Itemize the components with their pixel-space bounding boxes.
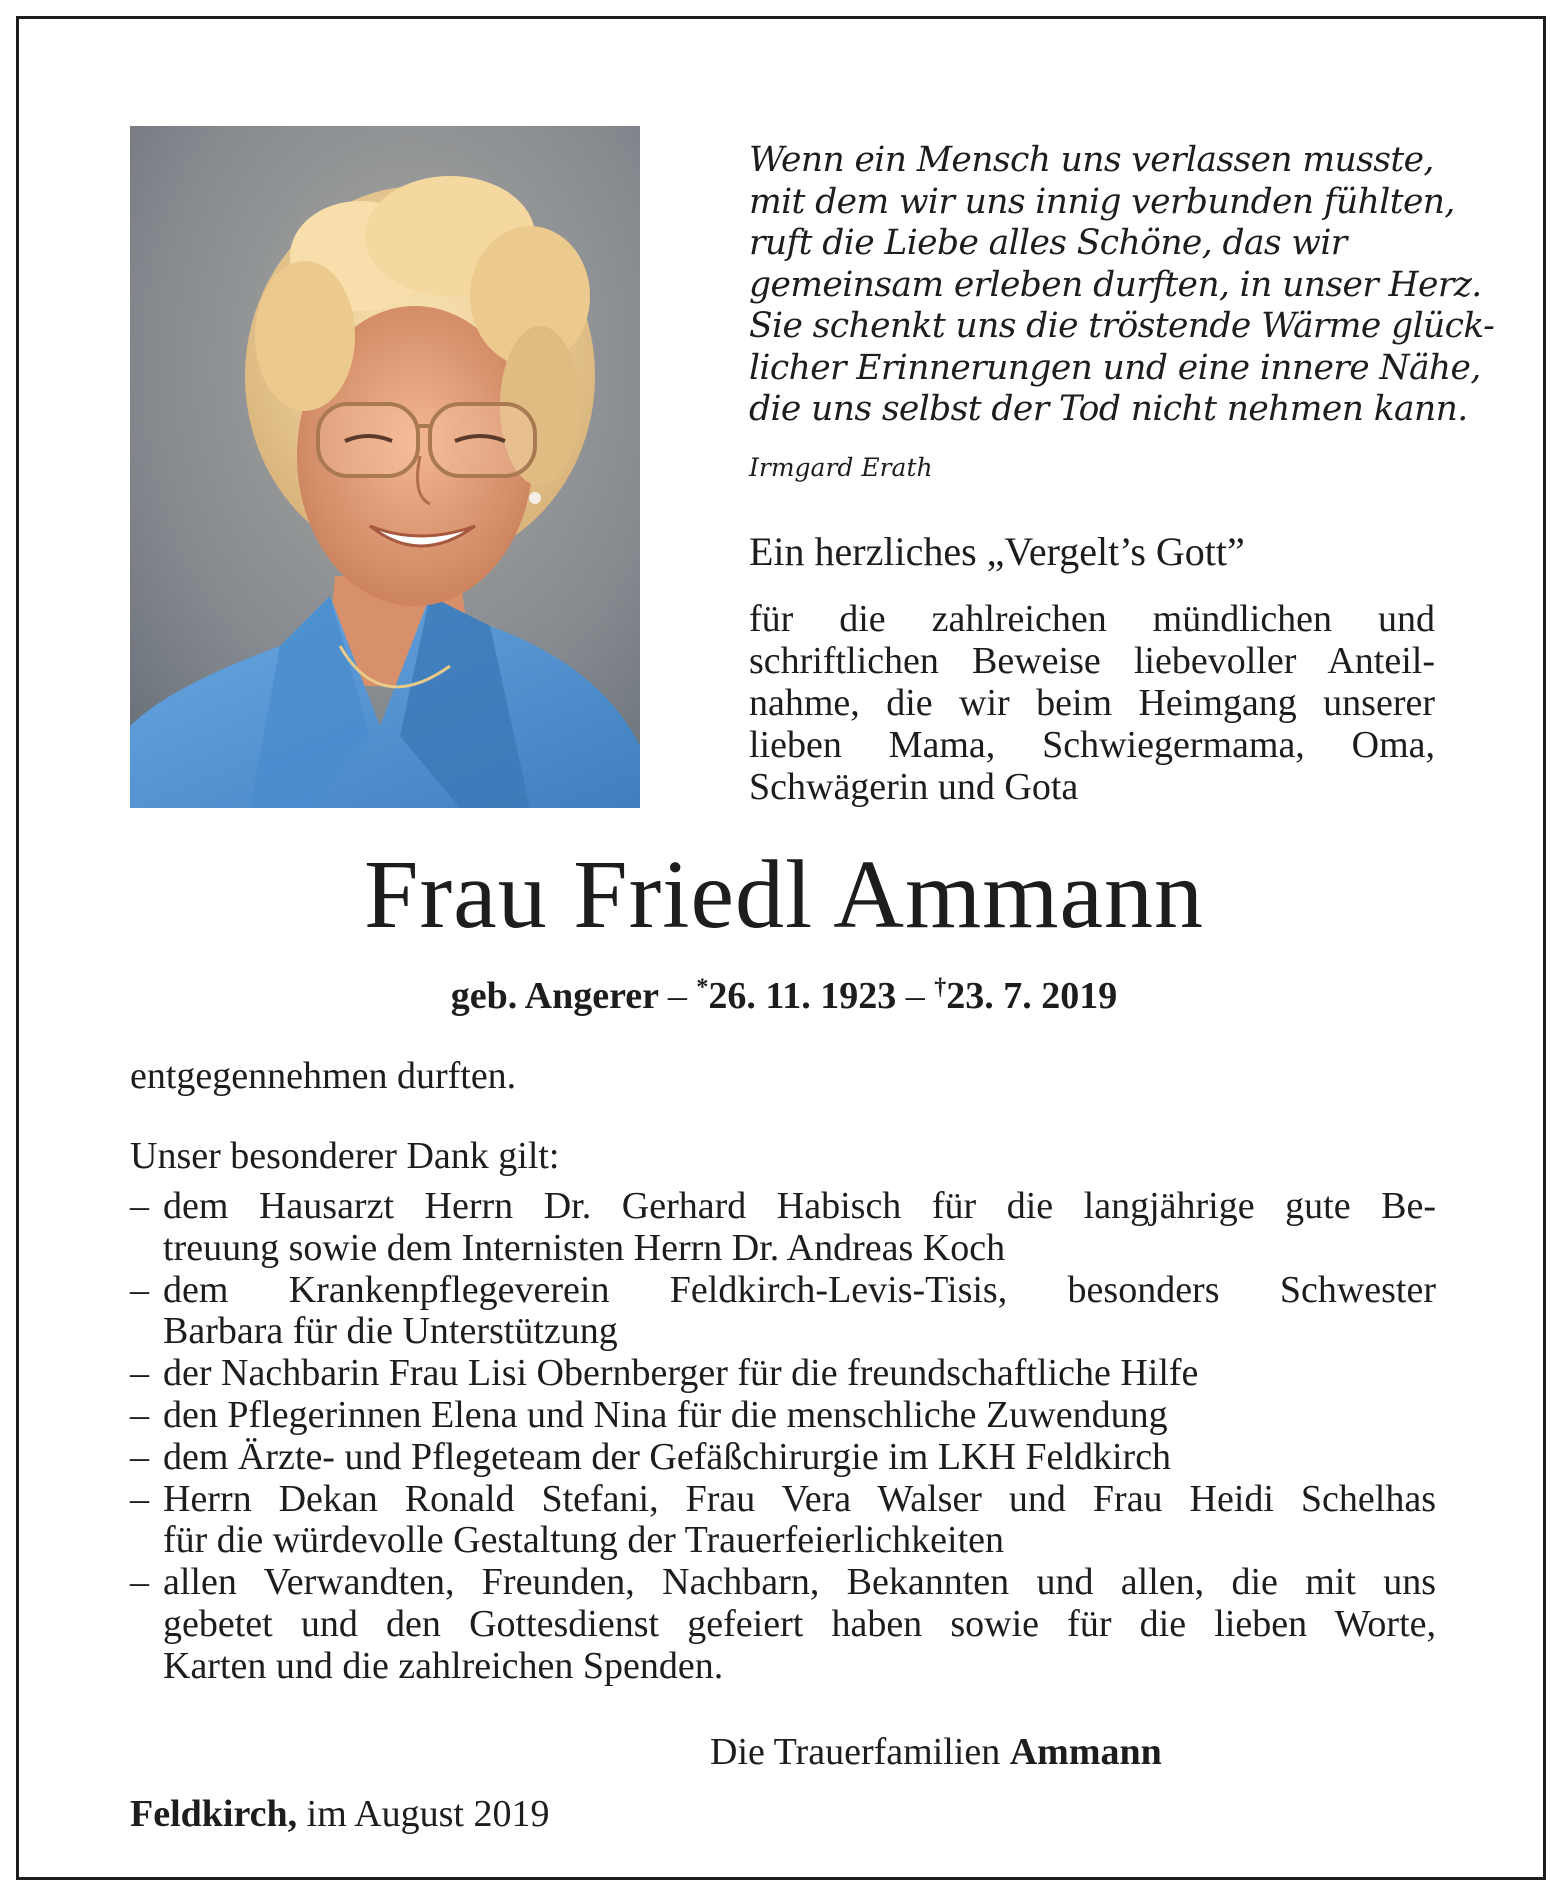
- thanks-line: nahme, die wir beim Heimgang unserer: [749, 682, 1435, 724]
- thanks-line: für die zahlreichen mündlichen und: [749, 598, 1435, 640]
- thanks-line: schriftlichen Beweise liebevoller Anteil-: [749, 640, 1435, 682]
- list-item-line: der Nachbarin Frau Lisi Obernberger für die freundschaftliche Hilfe: [163, 1352, 1199, 1395]
- list-dash: –: [130, 1185, 149, 1227]
- thanks-heading: Ein herzliches „Vergelt’s Gott”: [749, 529, 1245, 574]
- list-item: [130, 1437, 1436, 1479]
- signature-prefix: Die Trauerfamilien: [710, 1731, 1001, 1773]
- list-item-line: dem Ärzte- und Pflegeteam der Gefäßchirurgie im LKH Feldkirch: [163, 1435, 1172, 1478]
- list-item-line: treuung sowie dem Internisten Herrn Dr. Andreas Koch: [163, 1226, 1006, 1269]
- list-item-line: für die würdevolle Gestaltung der Trauerfeierlichkeiten: [163, 1519, 1004, 1562]
- birth-name: geb. Angerer: [450, 975, 659, 1017]
- birth-date: 26. 11. 1923: [708, 975, 897, 1017]
- list-item: [130, 1395, 1436, 1437]
- list-item: [130, 1562, 1436, 1687]
- list-item-line: Herrn Dekan Ronald Stefani, Frau Vera Walser und Frau Heidi Schelhas: [163, 1477, 1436, 1520]
- list-item-line: Karten und die zahlreichen Spenden.: [163, 1644, 724, 1687]
- list-item: [130, 1479, 1436, 1563]
- thanks-line: lieben Mama, Schwiegermama, Oma,: [749, 724, 1435, 766]
- continuation-text: entgegennehmen durften.: [130, 1055, 517, 1097]
- list-item: [130, 1353, 1436, 1395]
- list-item-line: gebetet und den Gottesdienst gefeiert haben sowie für die lieben Worte,: [163, 1602, 1436, 1645]
- thanks-line: Schwägerin und Gota: [749, 766, 1079, 808]
- list-dash: –: [130, 1268, 149, 1311]
- place-date: [130, 1792, 549, 1836]
- birth-symbol: *: [696, 974, 709, 1001]
- list-dash: –: [130, 1435, 149, 1478]
- signature: [710, 1730, 1162, 1774]
- list-item-line: Barbara für die Unterstützung: [163, 1310, 618, 1353]
- separator: –: [905, 975, 925, 1017]
- poem-line: ruft die Liebe alles Schöne, das wir: [749, 223, 1347, 263]
- signature-family: Ammann: [1009, 1731, 1162, 1773]
- list-item-line: dem Hausarzt Herrn Dr. Gerhard Habisch für die langjährige gute Be-: [163, 1185, 1436, 1227]
- death-symbol: †: [934, 974, 947, 1001]
- poem-line: Wenn ein Mensch uns verlassen musste,: [749, 140, 1434, 180]
- death-date: 23. 7. 2019: [946, 975, 1118, 1017]
- list-dash: –: [130, 1352, 149, 1395]
- list-dash: –: [130, 1561, 149, 1604]
- date: im August 2019: [306, 1793, 550, 1835]
- list-dash: –: [130, 1393, 149, 1436]
- place: Feldkirch,: [130, 1793, 298, 1835]
- poem-line: die uns selbst der Tod nicht nehmen kann.: [749, 389, 1468, 429]
- thanks-list: [130, 1186, 1436, 1688]
- list-item: [130, 1186, 1436, 1270]
- special-thanks-intro: Unser besonderer Dank gilt:: [130, 1135, 560, 1177]
- poem-line: Sie schenkt uns die tröstende Wärme glück-: [749, 306, 1495, 346]
- list-item-line: allen Verwandten, Freunden, Nachbarn, Bekannten und allen, die mit uns: [163, 1561, 1436, 1604]
- portrait-illustration: [130, 126, 640, 808]
- poem-author: Irmgard Erath: [749, 453, 933, 482]
- poem-line: licher Erinnerungen und eine innere Nähe,: [749, 347, 1481, 388]
- separator: –: [667, 975, 687, 1017]
- life-dates: [0, 974, 1568, 1018]
- list-item-line: dem Krankenpflegeverein Feldkirch-Levis-Tisis, besonders Schwester: [163, 1268, 1436, 1311]
- portrait-photo: [130, 126, 640, 808]
- poem-line: gemeinsam erleben durften, in unser Herz.: [749, 264, 1482, 305]
- poem: [749, 140, 1495, 431]
- list-item: [130, 1270, 1436, 1354]
- deceased-name: Frau Friedl Ammann: [363, 841, 1205, 949]
- list-dash: –: [130, 1477, 149, 1520]
- thanks-paragraph: [749, 598, 1435, 808]
- list-item-line: den Pflegerinnen Elena und Nina für die menschliche Zuwendung: [163, 1393, 1168, 1436]
- poem-line: mit dem wir uns innig verbunden fühlten,: [749, 181, 1455, 222]
